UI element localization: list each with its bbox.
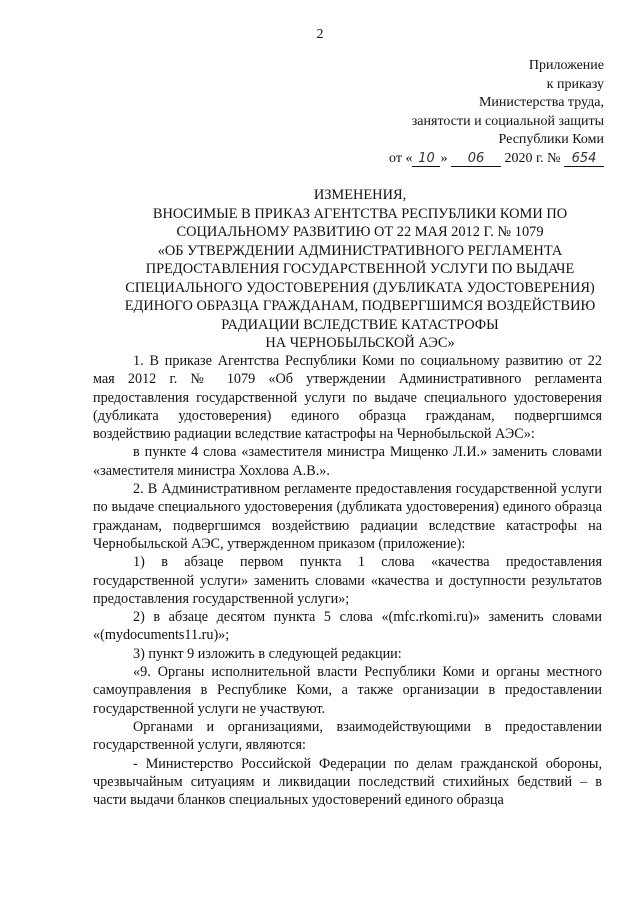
annex-republic: Республики Коми <box>498 132 604 147</box>
title-line-2: ВНОСИМЫЕ В ПРИКАЗ АГЕНТСТВА РЕСПУБЛИКИ КОМИ ПО <box>152 205 568 222</box>
paragraph-5: 2) в абзаце десятом пункта 5 слова «(mfc.rkomi.ru)» заменить словами «(mydocuments11.ru)»; <box>93 609 602 644</box>
title-line-8: РАДИАЦИИ ВСЛЕДСТВИЕ КАТАСТРОФЫ <box>221 316 499 333</box>
order-number: 654 <box>564 151 604 167</box>
paragraph-9: - Министерство Российской Федерации по делам гражданской обороны, чрезвычайным ситуациям и ликвидации последствий стихийных бедствий – в части выдачи бланков специальных удостоверений единого образца <box>93 755 602 809</box>
title-line-4: «ОБ УТВЕРЖДЕНИИ АДМИНИСТРАТИВНОГО РЕГЛАМЕНТА <box>157 242 563 259</box>
paragraph-6: 3) пункт 9 изложить в следующей редакции: <box>133 645 402 662</box>
date-mid: » <box>440 150 451 166</box>
date-month: 06 <box>451 151 501 167</box>
date-day: 10 <box>412 151 440 167</box>
annex-title: Приложение <box>528 58 604 73</box>
annex-ministry-line1: Министерства труда, <box>478 95 604 110</box>
paragraph-4: 1) в абзаце первом пункта 1 слова «качества предоставления государственной услуги» заменить словами «качества и доступности результатов предоставления государственной услуги»; <box>93 554 602 607</box>
annex-date-line <box>389 150 604 169</box>
document-body <box>93 352 602 809</box>
paragraph-2: в пункте 4 слова «заместителя министра Мищенко Л.И.» заменить словами «заместителя министра Хохлова А.В.». <box>93 444 602 479</box>
document-title <box>90 186 630 353</box>
date-prefix: от « <box>389 150 413 166</box>
paragraph-1: 1. В приказе Агентства Республики Коми по социальному развитию от 22 мая 2012 г. № 1079 «Об утверждении Административного регламента предоставления государственной услуги по выдаче специального удостоверения (дубликата удостоверения) единого образца гражданам, подвергшимся воздействию радиации вследствие катастрофы на Чернобыльской АЭС»: <box>93 353 602 443</box>
annex-ministry-line2: занятости и социальной защиты <box>411 113 604 129</box>
date-suffix: 2020 г. № <box>500 150 564 166</box>
title-line-7: ЕДИНОГО ОБРАЗЦА ГРАЖДАНАМ, ПОДВЕРГШИМСЯ ВОЗДЕЙСТВИЮ <box>124 298 596 314</box>
annex-header <box>389 57 604 168</box>
title-line-6: СПЕЦИАЛЬНОГО УДОСТОВЕРЕНИЯ (ДУБЛИКАТА УДОСТОВЕРЕНИЯ) <box>125 279 595 296</box>
title-line-5: ПРЕДОСТАВЛЕНИЯ ГОСУДАРСТВЕННОЙ УСЛУГИ ПО ВЫДАЧЕ <box>145 261 575 277</box>
title-line-3: СОЦИАЛЬНОМУ РАЗВИТИЮ ОТ 22 МАЯ 2012 Г. № 1079 <box>176 224 544 240</box>
title-line-1: ИЗМЕНЕНИЯ, <box>313 187 407 203</box>
page-number: 2 <box>316 27 324 42</box>
paragraph-3: 2. В Административном регламенте предоставления государственной услуги по выдаче специального удостоверения (дубликата удостоверения) единого образца гражданам, подвергшимся воздействию радиации вследствие катастрофы на Чернобыльской АЭС, утвержденном приказом (приложение): <box>93 481 602 552</box>
paragraph-7: «9. Органы исполнительной власти Республики Коми и органы местного самоуправления в Республике Коми, а также организации в предоставлении государственной услуги не участвуют. <box>93 664 602 717</box>
paragraph-8: Органами и организациями, взаимодействующими в предоставлении государственной услуги, являются: <box>93 718 602 754</box>
title-line-9: НА ЧЕРНОБЫЛЬСКОЙ АЭС» <box>265 335 455 351</box>
annex-order-label: к приказу <box>546 76 604 92</box>
